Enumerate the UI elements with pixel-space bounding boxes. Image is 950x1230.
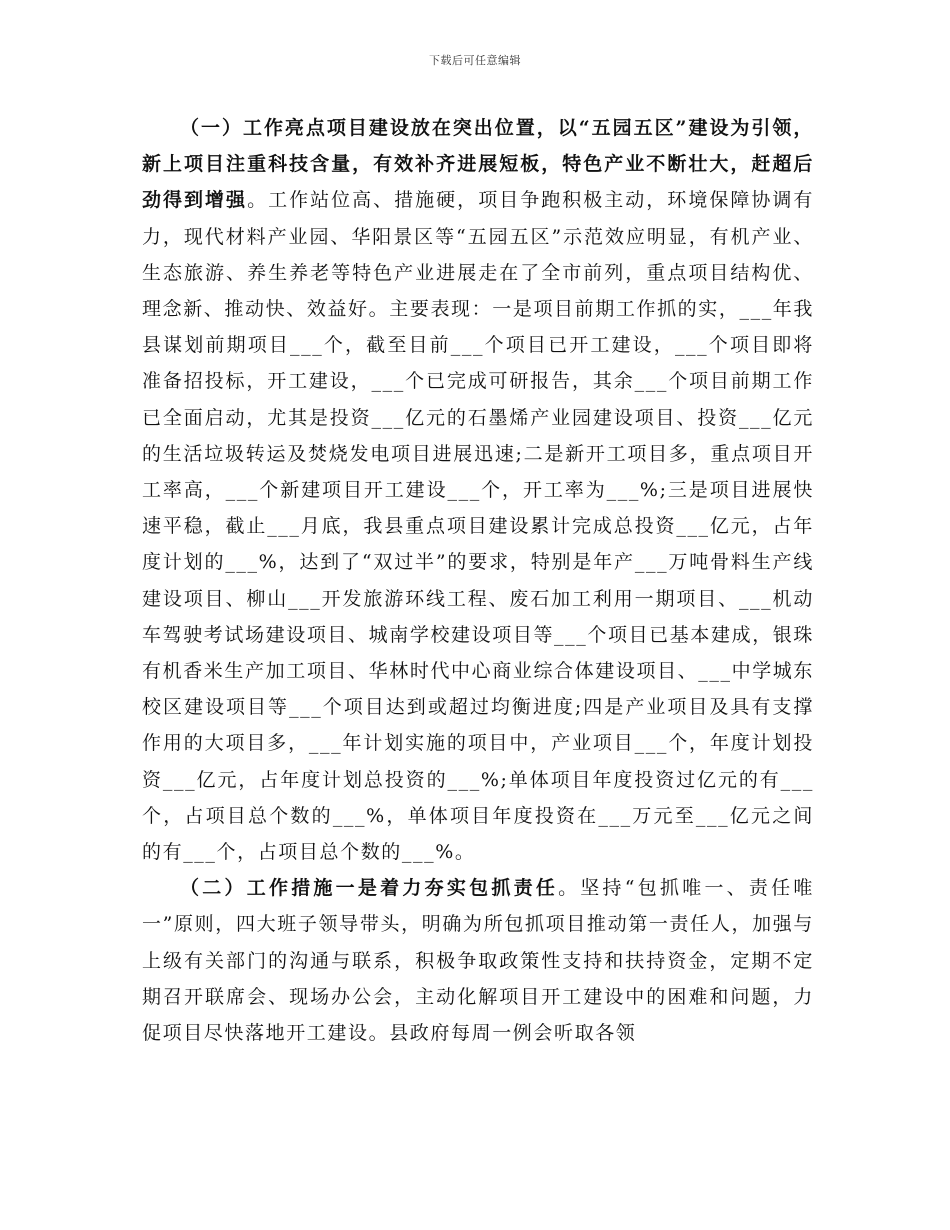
paragraph-heading: （二）工作措施一是着力夯实包抓责任 [180,877,559,900]
document-body [142,110,814,1051]
page-header: 下载后可任意编辑 [429,54,521,67]
paragraph-highlights [142,110,814,870]
paragraph-text: 。工作站位高、措施硬，项目争跑积极主动，环境保障协调有力，现代材料产业园、华阳景区等“五园五区”示范效应明显，有机产业、生态旅游、养生养老等特色产业进展走在了全市前列，重点项目结构优、理念新、推动快、效益好。主要表现：一是项目前期工作抓的实，___年我县谋划前期项目___个，截至目前___个项目已开工建设，___个项目即将准备招投标，开工建设，___个已完成可研报告，其余___个项目前期工作已全面启动，尤其是投资___亿元的石墨烯产业园建设项目、投资___亿元的生活垃圾转运及焚烧发电项目进展迅速;二是新开工项目多，重点项目开工率高，___个新建项目开工建设___个，开工率为___%;三是项目进展快速平稳，截止___月底，我县重点项目建设累计完成总投资___亿元，占年度计划的___%，达到了“双过半”的要求，特别是年产___万吨骨料生产线建设项目、柳山___开发旅游环线工程、废石加工利用一期项目、___机动车驾驶考试场建设项目、城南学校建设项目等___个项目已基本建成，银珠有机香米生产加工项目、华林时代中心商业综合体建设项目、___中学城东校区建设项目等___个项目达到或超过均衡进度;四是产业项目及具有支撑作用的大项目多，___年计划实施的项目中，产业项目___个，年度计划投资___亿元，占年度计划总投资的___%;单体项目年度投资过亿元的有___个，占项目总个数的___%，单体项目年度投资在___万元至___亿元之间的有___个，占项目总个数的___%。 [142,189,814,864]
paragraph-text: 。坚持“包抓唯一、责任唯一”原则，四大班子领导带头，明确为所包抓项目推动第一责任人，加强与上级有关部门的沟通与联系，积极争取政策性支持和扶持资金，定期不定期召开联席会、现场办公会，主动化解项目开工建设中的困难和问题，力促项目尽快落地开工建设。县政府每周一例会听取各领 [142,877,814,1045]
paragraph-measures [142,870,814,1051]
paragraph-heading: （一）工作亮点项目建设放在突出位置，以“五园五区”建设为引领，新上项目注重科技含量，有效补齐进展短板，特色产业不断壮大，赶超后劲得到增强 [142,117,814,212]
